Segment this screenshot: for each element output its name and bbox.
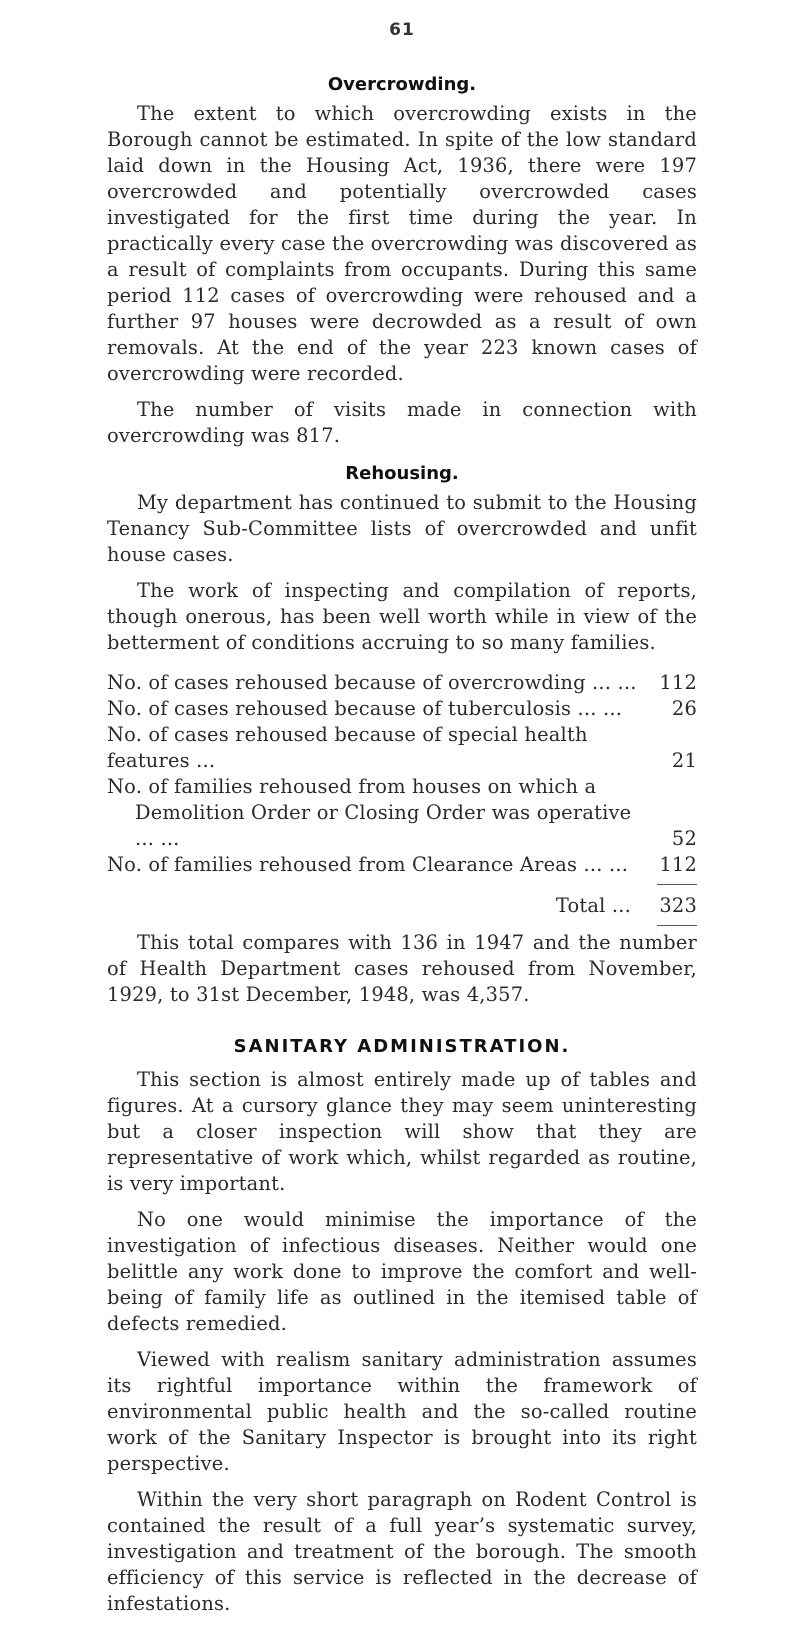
total-value: 323 <box>659 894 697 917</box>
stat-row <box>107 722 697 774</box>
stat-label: No. of families rehoused from Clearance Areas ... ... <box>107 853 629 876</box>
stat-row <box>107 852 697 878</box>
sanitary-section <box>107 1036 697 1617</box>
stat-value: 112 <box>659 853 697 876</box>
stat-row <box>107 774 697 852</box>
sanitary-paragraph: No one would minimise the importance of the investigation of infectious diseases. Neither would one belittle any work done to improve the comfort and well-being of family life as outlined in the itemised table of defects remedied. <box>107 1208 697 1335</box>
rehousing-stats-table <box>107 670 697 926</box>
sanitary-paragraph: Viewed with realism sanitary administration assumes its rightful importance within the framework of environmental public health and the so-called routine work of the Sanitary Inspector is brought into its right perspective. <box>107 1348 697 1475</box>
rehousing-comparison-paragraph: This total compares with 136 in 1947 and the number of Health Department cases rehoused from November, 1929, to 31st December, 1948, was 4,357. <box>107 931 697 1006</box>
rehousing-heading: Rehousing. <box>345 463 459 484</box>
overcrowding-paragraph: The extent to which overcrowding exists in the Borough cannot be estimated. In spite of the low standard laid down in the Housing Act, 1936, there were 197 overcrowded and potentially overcrowded cases investigated for the first time during the year. In practically every case the overcrowding was discovered as a result of complaints from occupants. During this same period 112 cases of overcrowding were rehoused and a further 97 houses were decrowded as a result of own removals. At the end of the year 223 known cases of overcrowding were recorded. <box>107 102 697 385</box>
stat-value: 112 <box>659 671 697 694</box>
overcrowding-visits-paragraph: The number of visits made in connection with overcrowding was 817. <box>107 398 697 447</box>
overcrowding-heading: Overcrowding. <box>327 74 477 95</box>
total-row <box>107 893 697 919</box>
sanitary-paragraph: Within the very short paragraph on Rodent Control is contained the result of a full year’s systematic survey, investigation and treatment of the borough. The smooth efficiency of this service is reflected in the decrease of infestations. <box>107 1488 697 1615</box>
rehousing-section <box>107 463 697 1008</box>
stat-label: No. of cases rehoused because of special health features ... <box>107 723 588 772</box>
stat-label: No. of cases rehoused because of tuberculosis ... ... <box>107 697 623 720</box>
sanitary-paragraph: This section is almost entirely made up of tables and figures. At a cursory glance they may seem uninteresting but a closer inspection will show that they are representative of work which, whilst regarded as routine, is very important. <box>107 1068 697 1195</box>
sanitary-heading: SANITARY ADMINISTRATION. <box>233 1036 571 1057</box>
stat-value: 21 <box>671 749 697 772</box>
stat-row <box>107 696 697 722</box>
rehousing-paragraph: My department has continued to submit to the Housing Tenancy Sub-Committee lists of overcrowded and unfit house cases. <box>107 491 697 566</box>
document-page <box>107 20 697 1627</box>
stat-value: 52 <box>671 827 697 850</box>
page-number: 61 <box>389 20 415 40</box>
stat-row <box>107 670 697 696</box>
stat-label: No. of cases rehoused because of overcrowding ... ... <box>107 671 637 694</box>
stat-label: No. of families rehoused from houses on which a Demolition Order or Closing Order was operative ... ... <box>107 775 632 850</box>
stat-value: 26 <box>671 697 697 720</box>
total-divider <box>657 884 697 885</box>
total-label: Total ... <box>555 894 631 917</box>
rehousing-paragraph: The work of inspecting and compilation of reports, though onerous, has been well worth while in view of the betterment of conditions accruing to so many families. <box>107 579 697 654</box>
overcrowding-section <box>107 74 697 449</box>
